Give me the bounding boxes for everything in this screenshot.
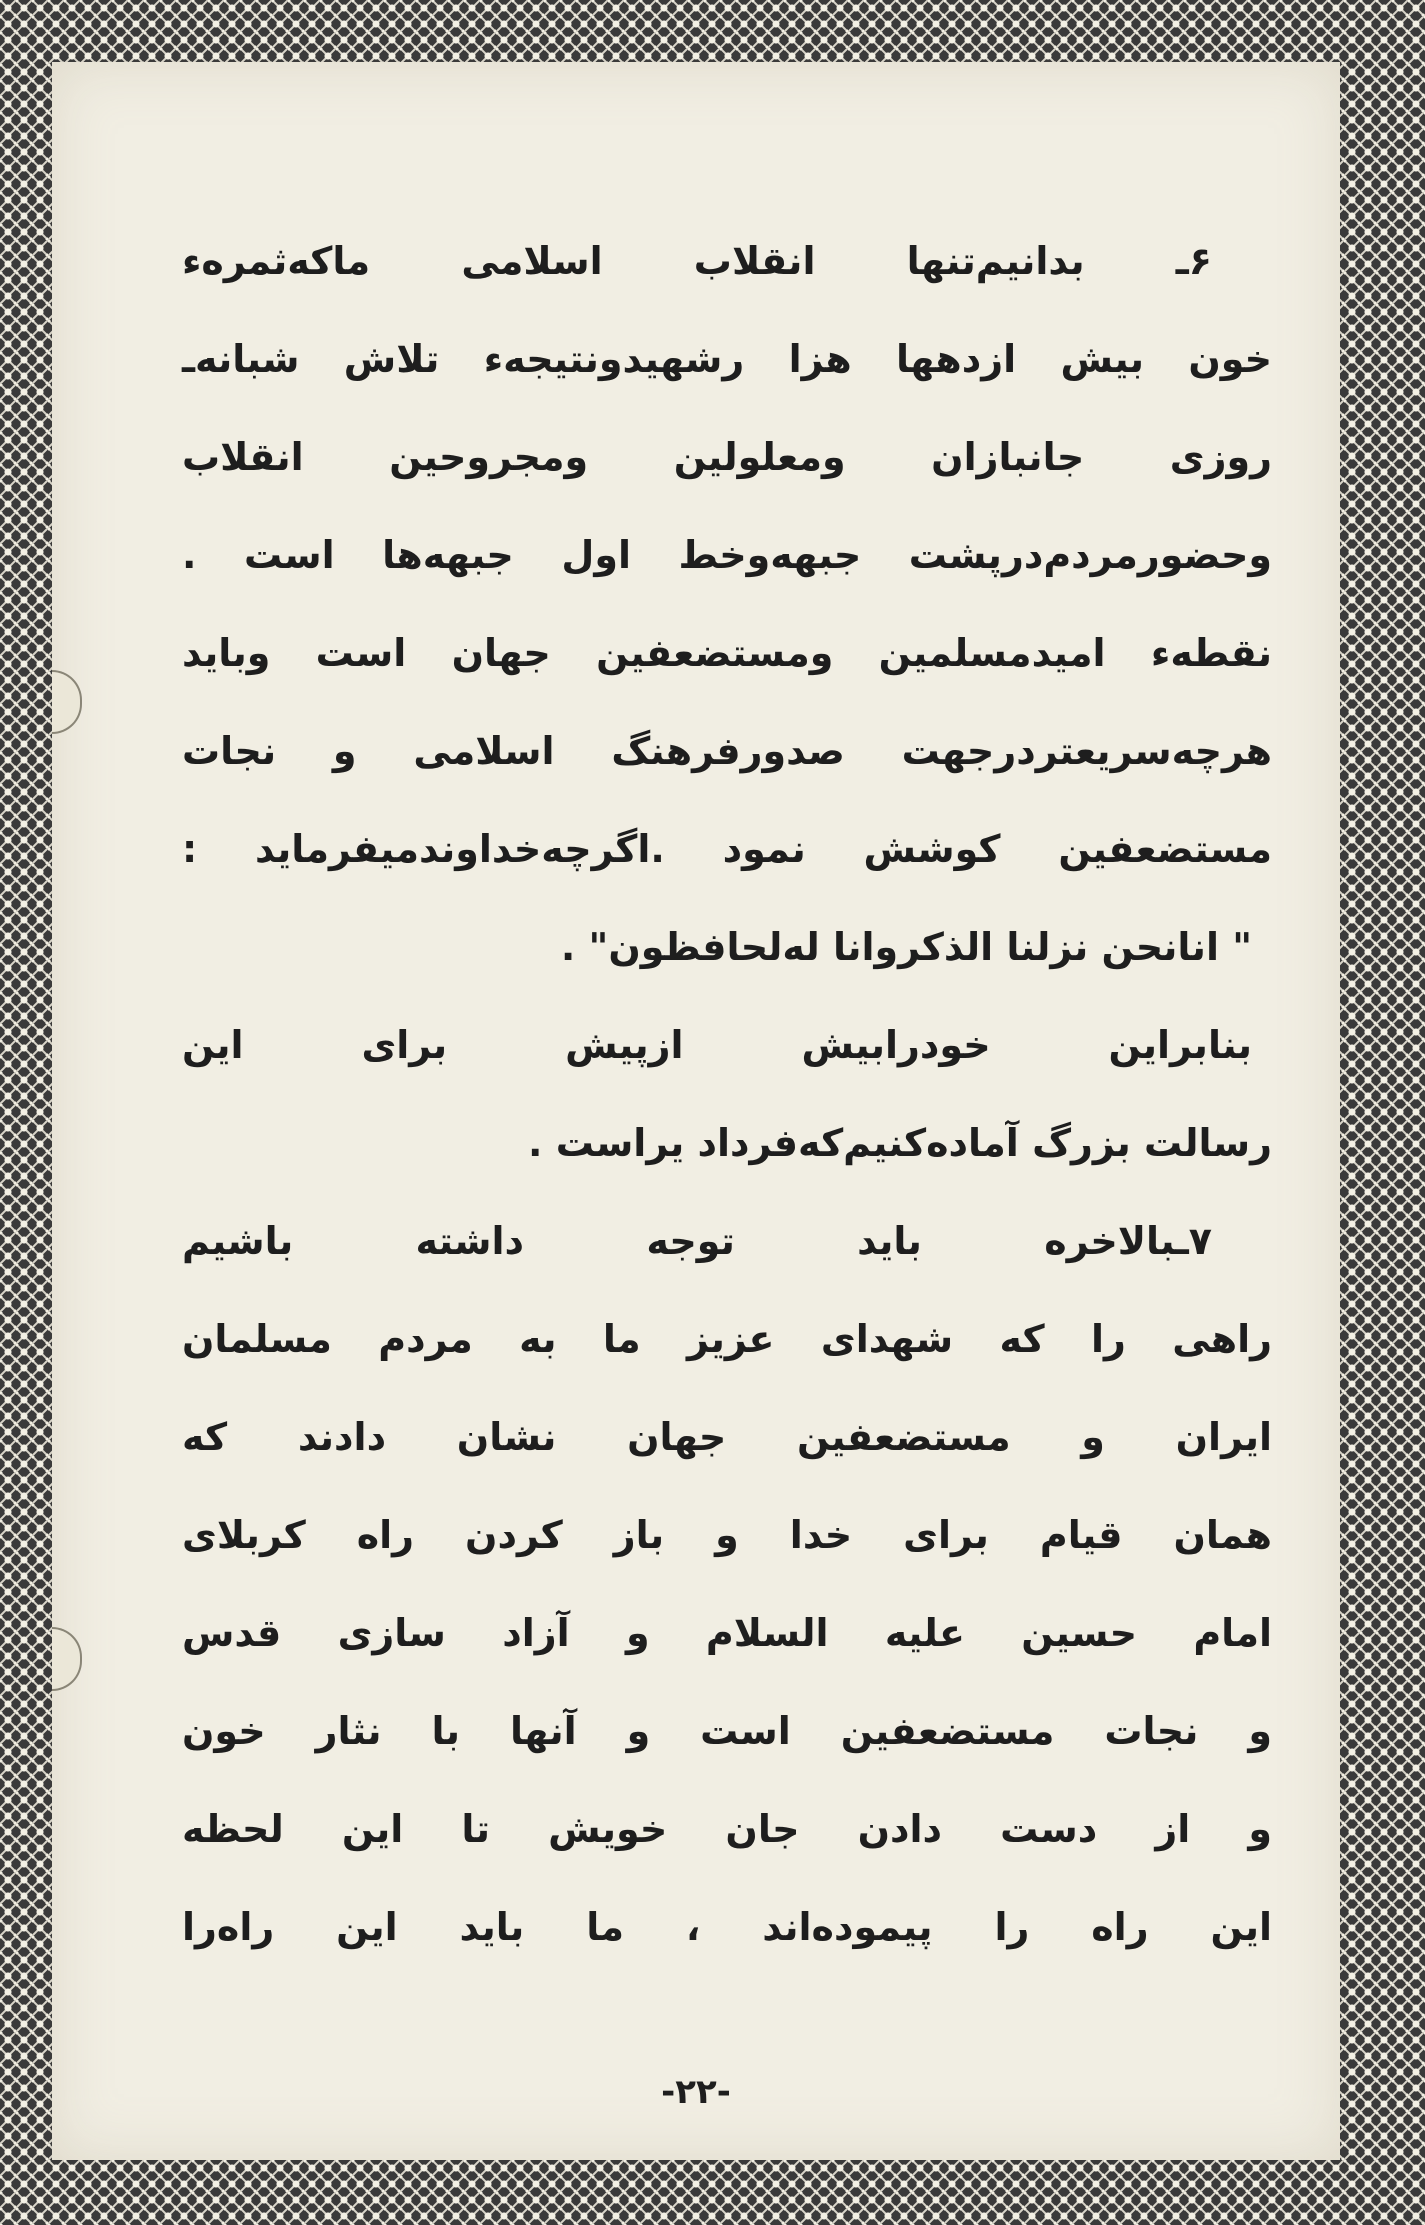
- punch-hole-top: [52, 670, 82, 734]
- text-line: روزی جانبازان ومعلولین ومجروحین انقلاب: [182, 435, 1272, 479]
- text-line: هرچه‌سریعتردرجهت صدورفرهنگ اسلامی و نجات: [182, 729, 1272, 773]
- page-number: -۲۲-: [661, 2072, 731, 2112]
- text-line: بنابراین خودرابیش ازپیش برای این: [182, 1023, 1252, 1067]
- quran-quote-line: " انانحن نزلنا الذکروانا له‌لحافظون" .: [560, 925, 1252, 969]
- text-line: نقطهء امیدمسلمین ومستضعفین جهان است وباید: [182, 631, 1272, 675]
- text-line: و از دست دادن جان خویش تا این لحظه: [182, 1807, 1272, 1851]
- text-line: امام حسین علیه السلام و آزاد سازی قدس: [182, 1611, 1272, 1655]
- body-text: [182, 212, 1272, 1976]
- text-line: ۷ـبالاخره باید توجه داشته باشیم: [182, 1219, 1212, 1263]
- text-line: ایران و مستضعفین جهان نشان دادند که: [182, 1415, 1272, 1459]
- text-line: این راه را پیموده‌اند ، ما باید این راه‌را: [182, 1905, 1272, 1949]
- text-line: راهی را که شهدای عزیز ما به مردم مسلمان: [182, 1317, 1272, 1361]
- text-line: خون بیش ازدهها هزا رشهیدونتیجهء تلاش شبانه‌ـ: [182, 337, 1272, 381]
- text-line: همان قیام برای خدا و باز کردن راه کربلای: [182, 1513, 1272, 1557]
- text-line: وحضورمردم‌درپشت جبهه‌وخط اول جبهه‌ها است .: [182, 533, 1272, 577]
- punch-hole-bottom: [52, 1627, 82, 1691]
- text-line: و نجات مستضعفین است و آنها با نثار خون: [182, 1709, 1272, 1753]
- text-line: ۶ـ بدانیم‌تنها انقلاب اسلامی ماکه‌ثمرهء: [182, 239, 1212, 283]
- text-line: رسالت بزرگ آماده‌کنیم‌که‌فرداد یراست .: [528, 1121, 1272, 1165]
- text-line: مستضعفین کوشش نمود .اگرچه‌خداوندمیفرماید :: [182, 827, 1272, 871]
- document-page: [52, 62, 1340, 2160]
